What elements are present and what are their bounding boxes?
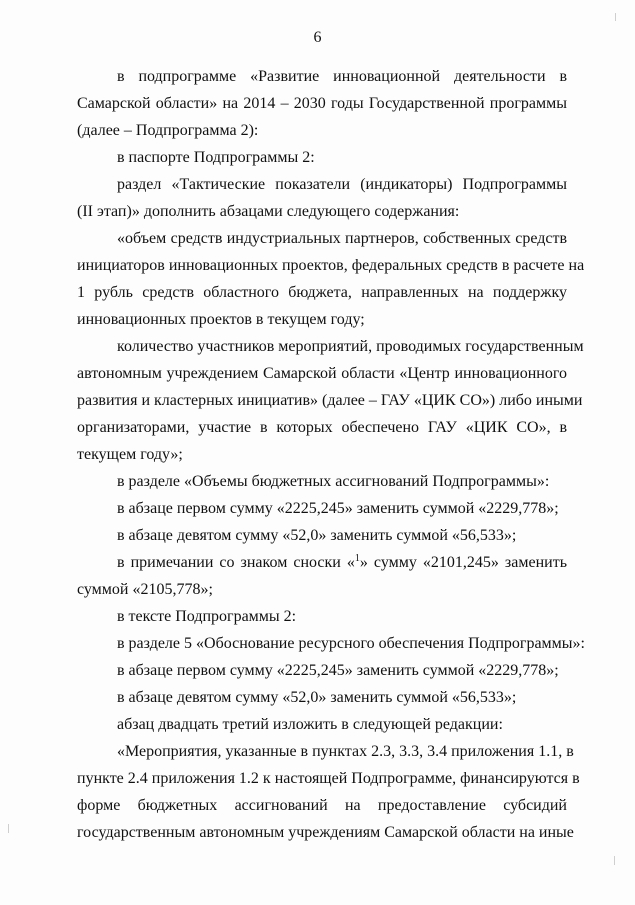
text-line: количество участников мероприятий, проводимых государственным [117, 338, 584, 355]
text-line: в абзаце девятом сумму «52,0» заменить суммой «56,533»; [117, 689, 517, 706]
text-line: (далее – Подпрограмма 2): [77, 122, 259, 139]
text-line: автономным учреждением Самарской области «Центр инновационного [77, 365, 567, 382]
text-line: суммой «2105,778»; [77, 581, 213, 598]
footnote-text-line [117, 553, 567, 573]
text-line: государственным автономным учреждениям Самарской области на иные [77, 824, 574, 841]
text-line: развития и кластерных инициатив» (далее – ГАУ «ЦИК СО») либо иными [77, 392, 583, 409]
text-line: в разделе «Объемы бюджетных ассигнований Подпрограммы»: [117, 473, 550, 490]
text-fragment: в примечании со знаком сноски « [117, 554, 355, 571]
text-line: «Мероприятия, указанные в пунктах 2.3, 3.3, 3.4 приложения 1.1, в [117, 743, 574, 760]
text-line: в абзаце девятом сумму «52,0» заменить суммой «56,533»; [117, 527, 517, 544]
text-line: инновационных проектов в текущем году; [77, 311, 365, 328]
text-line: текущем году»; [77, 446, 183, 463]
footnote-superscript: 1 [354, 553, 360, 564]
scan-artifact [614, 856, 615, 865]
text-line: раздел «Тактические показатели (индикаторы) Подпрограммы [117, 176, 567, 193]
text-line: абзац двадцать третий изложить в следующей редакции: [117, 716, 503, 733]
text-line: Самарской области» на 2014 – 2030 годы Государственной программы [77, 95, 567, 112]
text-fragment: » сумму «2101,245» заменить [359, 554, 567, 571]
text-line: пункте 2.4 приложения 1.2 к настоящей Подпрограмме, финансируются в [77, 770, 580, 787]
text-line: «объем средств индустриальных партнеров, собственных средств [117, 230, 567, 247]
text-line: организаторами, участие в которых обеспечено ГАУ «ЦИК СО», в [77, 419, 567, 436]
text-line: в абзаце первом сумму «2225,245» заменить суммой «2229,778»; [117, 662, 559, 679]
page-number: 6 [313, 29, 322, 46]
scan-artifact [8, 824, 9, 833]
scan-artifact [615, 13, 616, 21]
text-line: в тексте Подпрограммы 2: [117, 608, 297, 625]
text-line: инициаторов инновационных проектов, федеральных средств в расчете на [77, 257, 585, 274]
text-line: в подпрограмме «Развитие инновационной деятельности в [117, 68, 567, 85]
text-line: (II этап)» дополнить абзацами следующего содержания: [77, 203, 460, 220]
text-line: 1 рубль средств областного бюджета, направленных на поддержку [77, 284, 567, 301]
text-line: в абзаце первом сумму «2225,245» заменить суммой «2229,778»; [117, 500, 559, 517]
text-line: в паспорте Подпрограммы 2: [117, 149, 315, 166]
text-line: форме бюджетных ассигнований на предоставление субсидий [77, 797, 567, 814]
text-line: в разделе 5 «Обоснование ресурсного обеспечения Подпрограммы»: [117, 635, 585, 652]
